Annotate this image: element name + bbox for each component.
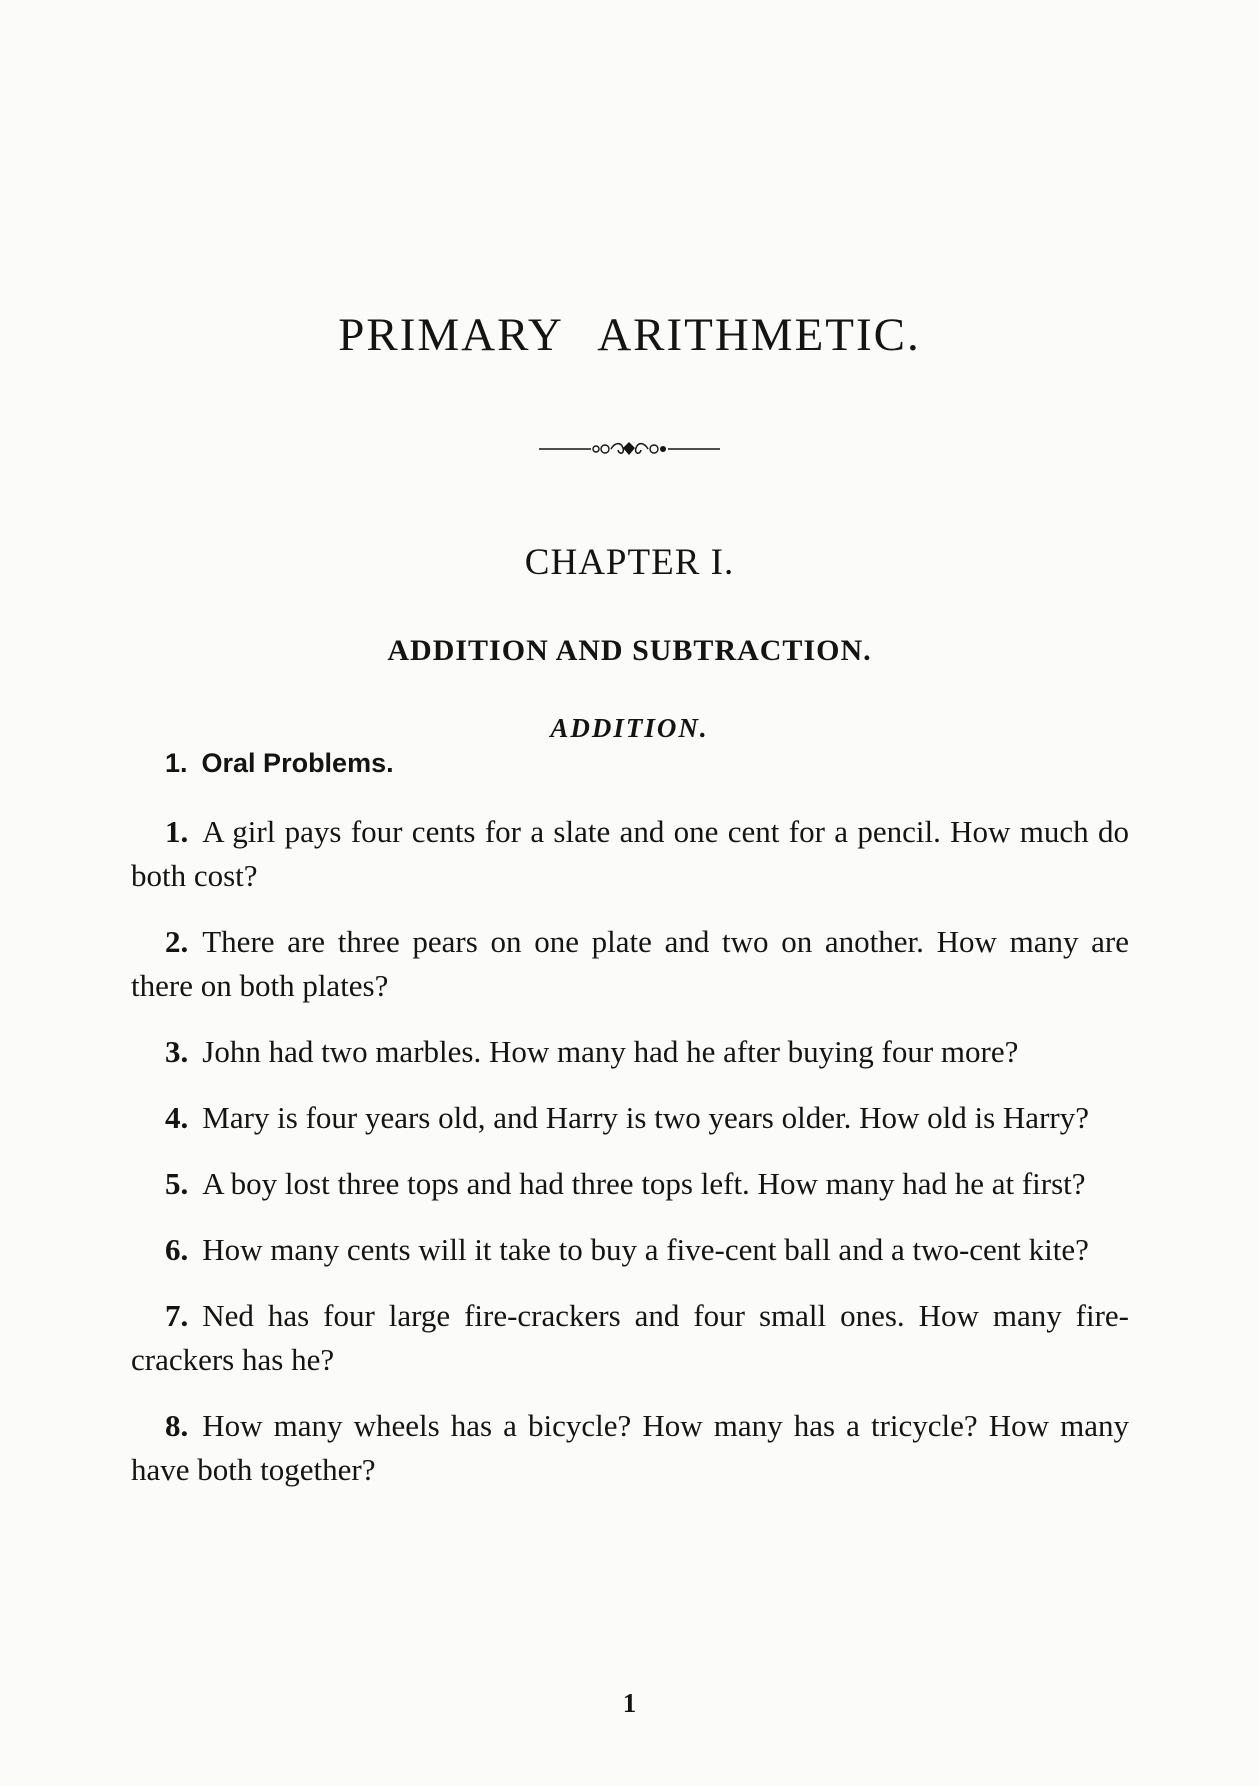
oral-problems-label: Oral Problems.: [201, 748, 394, 778]
oral-problems-heading: [165, 748, 394, 779]
problem-item: [131, 810, 1129, 898]
problem-item: [131, 1030, 1129, 1074]
oral-problems-number: 1.: [165, 748, 188, 778]
chapter-heading: CHAPTER I.: [524, 542, 735, 583]
decorative-flourish-icon: [539, 438, 720, 460]
problem-number: 7.: [165, 1298, 189, 1333]
problem-text: How many wheels has a bicycle? How many has a tricycle? How many have both together?: [131, 1408, 1129, 1487]
problem-text: How many cents will it take to buy a five-cent ball and a two-cent kite?: [202, 1232, 1089, 1267]
problem-item: [131, 920, 1129, 1008]
book-title: PRIMARY ARITHMETIC.: [338, 309, 921, 361]
problem-text: Ned has four large fire-crackers and four small ones. How many fire-crackers has he?: [131, 1298, 1129, 1377]
problem-number: 5.: [165, 1166, 189, 1201]
problem-text: A girl pays four cents for a slate and one cent for a pencil. How much do both cost?: [131, 814, 1129, 893]
problem-item: [131, 1096, 1129, 1140]
section-heading: ADDITION AND SUBTRACTION.: [387, 634, 872, 667]
problem-number: 6.: [165, 1232, 189, 1267]
problem-item: [131, 1228, 1129, 1272]
problem-text: There are three pears on one plate and two on another. How many are there on both plates?: [131, 924, 1129, 1003]
problem-list: [131, 810, 1129, 1514]
problem-number: 3.: [165, 1034, 189, 1069]
problem-text: A boy lost three tops and had three tops left. How many had he at first?: [202, 1166, 1086, 1201]
problem-item: [131, 1404, 1129, 1492]
problem-text: Mary is four years old, and Harry is two years older. How old is Harry?: [202, 1100, 1089, 1135]
page-number: 1: [622, 1688, 637, 1718]
problem-number: 1.: [165, 814, 189, 849]
problem-number: 2.: [165, 924, 189, 959]
problem-number: 8.: [165, 1408, 189, 1443]
problem-item: [131, 1294, 1129, 1382]
problem-text: John had two marbles. How many had he after buying four more?: [202, 1034, 1019, 1069]
problem-number: 4.: [165, 1100, 189, 1135]
problem-item: [131, 1162, 1129, 1206]
subsection-heading: ADDITION.: [550, 713, 709, 743]
